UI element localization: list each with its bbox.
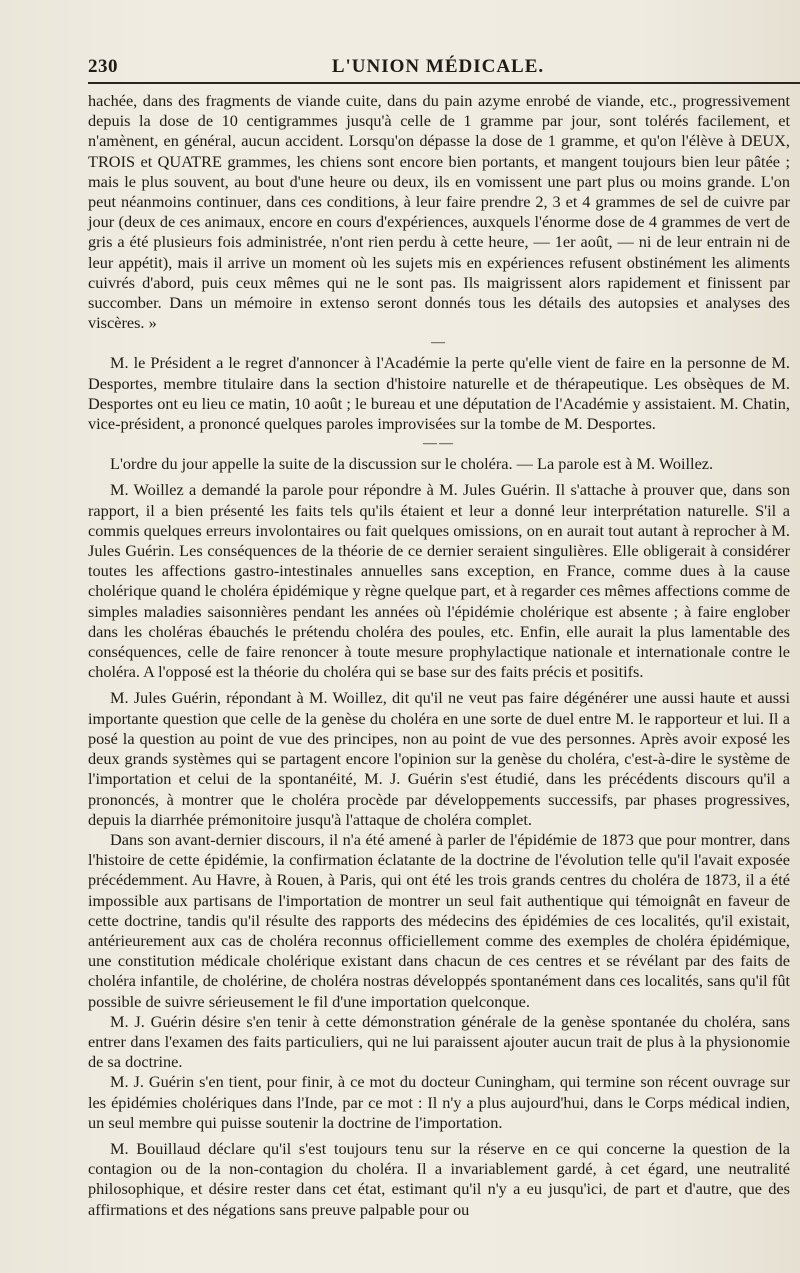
header-rule [88, 82, 800, 84]
paragraph-3: L'ordre du jour appelle la suite de la discussion sur le choléra. — La parole est à M. Woillez. [110, 454, 714, 474]
paragraph-1: hachée, dans des fragments de viande cuite, dans du pain azyme enrobé de viande, etc., progressivement depuis la dose de 10 centigrammes jusqu'à celle de 1 gramme par jour, sont tolérés facilement, et n'amènent, en général, aucun accident. Lorsqu'on dépasse la dose de 1 gramme, et qu'on l'élève à DEUX, TROIS et QUATRE grammes, les chiens sont encore bien portants, et mangent toujours bien leur pâtée ; mais le plus souvent, au bout d'une heure ou deux, ils en vomissent une part plus ou moins grande. L'on peut néanmoins continuer, dans ces conditions, à leur faire prendre 2, 3 et 4 grammes de sel de cuivre par jour (deux de ces animaux, encore en cours d'expériences, auxquels l'énorme dose de 4 grammes de vert de gris a été plusieurs fois administrée, n'ont rien perdu à cette heure, — 1er août, — ni de leur entrain ni de leur appétit), mais il arrive un moment où les sujets mis en expériences refusent obstinément les aliments cuivrés d'abord, puis ceux mêmes qui ne le sont pas. Ils maigrissent alors rapidement et finissent par succomber. Dans un mémoire in extenso seront donnés tous les détails des autopsies et analyses des viscères. » [88, 91, 790, 333]
page-number: 230 [88, 56, 118, 77]
paragraph-9: M. Bouillaud déclare qu'il s'est toujours tenu sur la réserve en ce qui concerne la question de la contagion ou de la non-contagion du choléra. Il a invariablement gardé, à cet égard, une neutralité philosophique, et désire rester dans cet état, estimant qu'il n'y a eu jusqu'ici, de part et d'autre, que des affirmations et des négations sans preuve palpable pour ou [88, 1138, 790, 1219]
paragraph-7: M. J. Guérin désire s'en tenir à cette démonstration générale de la genèse spontanée du choléra, sans entrer dans l'examen des faits particuliers, qui ne lui paraissent ajouter aucun trait de plus à la physionomie de sa doctrine. [88, 1011, 790, 1072]
body-text [88, 91, 790, 1220]
paragraph-4: M. Woillez a demandé la parole pour répondre à M. Jules Guérin. Il s'attache à prouver que, dans son rapport, il a bien présenté les faits tels qu'ils étaient et leur a donné leur interprétation naturelle. S'il a commis quelques erreurs involontaires ou fait quelques omissions, on en aurait tout autant à reprocher à M. Jules Guérin. Les conséquences de la théorie de ce dernier seraient singulières. Elle obligerait à considérer toutes les affections gastro-intestinales annuelles sans exception, en France, comme dues à la cause cholérique quand le choléra épidémique y règne quelque part, et à regarder ces mêmes affections comme de simples maladies saisonnières pendant les années où l'épidémie cholérique est absente ; à faire englober dans les choléras ébauchés le prétendu choléra des poules, etc. Enfin, elle aurait la plus lamentable des conséquences, celle de faire renoncer à toute mesure prophylactique nationale et internationale contre le choléra. A l'opposé est la théorie du choléra qui se base sur des faits précis et positifs. [88, 480, 790, 682]
separator-1: — [431, 335, 447, 351]
paragraph-6: Dans son avant-dernier discours, il n'a été amené à parler de l'épidémie de 1873 que pour montrer, dans l'histoire de cette épidémie, la confirmation éclatante de la doctrine de l'évolution telle qu'il l'avait exposée précédemment. Au Havre, à Rouen, à Paris, qui ont été les trois grands centres du choléra de 1873, il a été impossible aux partisans de l'importation de montrer un seul fait authentique qui témoignât en faveur de cette doctrine, tandis qu'il résulte des rapports des médecins des épidémies de ces localités, qu'il existait, antérieurement aux cas de choléra reconnus officiellement comme des exemples de choléra épidémique, une constitution médicale cholérique existant dans chacun de ces centres et se révélant par des faits de choléra infantile, de cholérine, de choléra nostras développés spontanément dans ces localités, sans qu'il fût possible de suivre sérieusement le fil d'une importation quelconque. [88, 829, 790, 1011]
paragraph-8: M. J. Guérin s'en tient, pour finir, à ce mot du docteur Cuningham, qui termine son récent ouvrage sur les épidémies cholériques dans l'Inde, par ce mot : Il n'y a plus aujourd'hui, dans le Corps médical indien, un seul membre qui puisse soutenir la doctrine de l'importation. [88, 1072, 790, 1132]
running-title: L'UNION MÉDICALE. [331, 56, 545, 77]
separator-2: —— [423, 436, 455, 452]
paragraph-5: M. Jules Guérin, répondant à M. Woillez, dit qu'il ne veut pas faire dégénérer une aussi haute et aussi importante question que celle de la genèse du choléra en une sorte de duel entre M. le rapporteur et lui. Il a posé la question au point de vue des principes, non au point de vue des personnes. Après avoir exposé les deux grands systèmes qui se partagent encore l'opinion sur la genèse du choléra, c'est-à-dire le système de l'importation et celui de la spontanéité, M. J. Guérin s'est étudié, dans les précédents discours qu'il a prononcés, à montrer que le choléra procède par développements successifs, par phases progressives, depuis la diarrhée prémonitoire jusqu'à l'attaque de choléra complet. [88, 688, 790, 829]
page-header [88, 52, 788, 82]
paragraph-2: M. le Président a le regret d'annoncer à l'Académie la perte qu'elle vient de faire en la personne de M. Desportes, membre titulaire dans la section d'histoire naturelle et de thérapeutique. Les obsèques de M. Desportes ont eu lieu ce matin, 10 août ; le bureau et une députation de l'Académie y assistaient. M. Chatin, vice-président, a prononcé quelques paroles improvisées sur la tombe de M. Desportes. [88, 353, 790, 434]
